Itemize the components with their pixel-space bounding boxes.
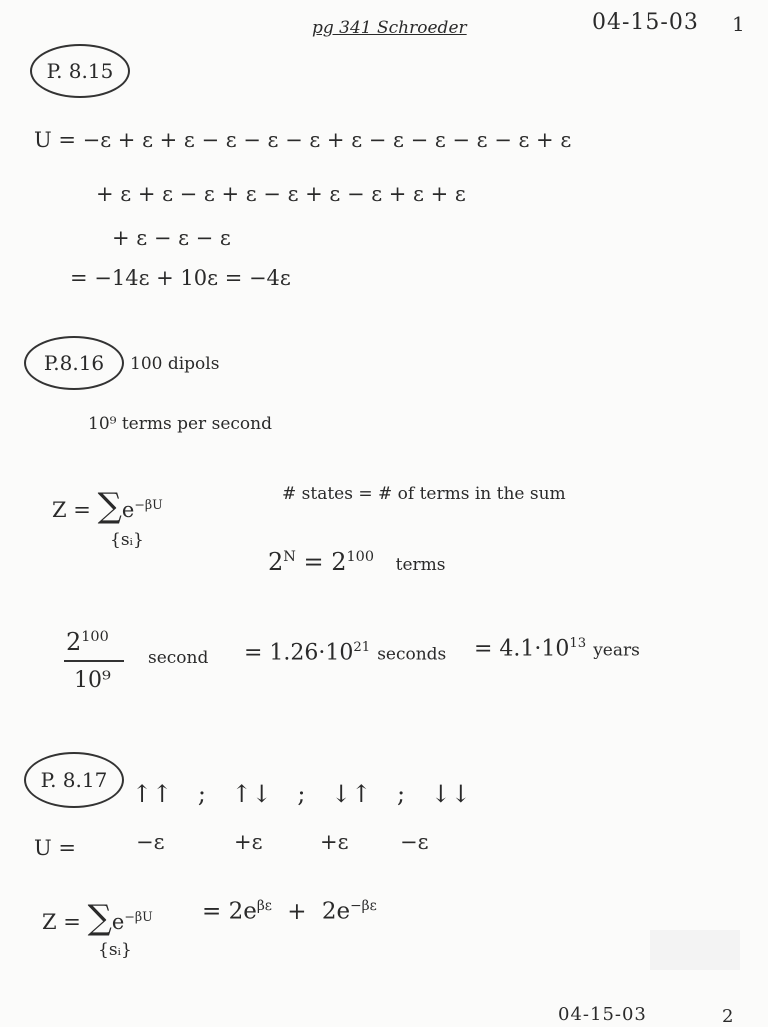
page-header-title: pg 341 Schroeder <box>312 18 467 38</box>
energy-value-up-down: +ε <box>234 830 263 854</box>
fraction-bar <box>64 660 124 662</box>
partition-function-8-16 <box>52 486 163 526</box>
state-count-exp: 100 <box>346 549 374 565</box>
years-unit: years <box>593 640 640 661</box>
term-two-exp: −βε <box>350 898 377 914</box>
exp-power: −βU <box>124 909 153 924</box>
partition-result <box>202 898 377 925</box>
partition-z-lhs: Z = <box>52 498 91 522</box>
computation-rate: 10⁹ terms per second <box>88 414 272 434</box>
exp-base: e <box>121 498 135 522</box>
energy-sum-line-2: + ε + ε − ε + ε − ε + ε − ε + ε + ε <box>96 182 466 206</box>
states-note: # states = # of terms in the sum <box>282 484 566 504</box>
time-fraction-numerator <box>66 628 109 656</box>
state-count-equation <box>268 548 446 576</box>
seconds-unit: seconds <box>377 644 447 665</box>
problem-label-8-16 <box>24 336 124 390</box>
fraction-base: 2 <box>66 628 82 656</box>
time-fraction-denominator: 10⁹ <box>74 668 111 693</box>
sum-index: {sᵢ} <box>110 530 144 550</box>
page-header-date: 04-15-03 <box>592 10 699 35</box>
energy-value-up-up: −ε <box>136 830 165 854</box>
time-result-years <box>474 636 640 661</box>
scan-smudge <box>650 930 740 970</box>
problem-label-text: P. 8.17 <box>40 768 108 792</box>
energy-sum-line-1: U = −ε + ε + ε − ε − ε − ε + ε − ε − ε − ε − ε + ε <box>34 128 572 152</box>
seconds-exp: 21 <box>353 640 371 655</box>
exp-power: −βU <box>134 497 163 512</box>
energy-value-down-up: +ε <box>320 830 349 854</box>
partition-z-lhs: Z = <box>42 910 81 934</box>
page-header-number: 1 <box>732 12 745 36</box>
problem-label-text: P.8.16 <box>43 351 105 375</box>
time-result-seconds <box>244 640 446 665</box>
term-two: 2e <box>321 898 351 925</box>
energy-result-line: = −14ε + 10ε = −4ε <box>70 266 291 290</box>
term-one: = 2e <box>202 898 257 925</box>
problem-label-text: P. 8.15 <box>46 59 114 83</box>
state-count-base: 2 <box>268 548 284 576</box>
partition-function-8-17 <box>42 898 153 938</box>
state-count-rhs: = 2 <box>303 548 347 576</box>
footer-date: 04-15-03 <box>558 1004 647 1025</box>
energy-sum-line-3: + ε − ε − ε <box>112 226 231 250</box>
state-count-unit: terms <box>395 555 446 575</box>
dipole-count: 100 dipols <box>130 354 220 374</box>
term-one-exp: βε <box>256 898 272 914</box>
spin-states: ↑↑ ; ↑↓ ; ↓↑ ; ↓↓ <box>132 780 471 808</box>
sum-symbol: ∑ <box>87 898 112 938</box>
sum-index: {sᵢ} <box>98 940 132 960</box>
fraction-exp: 100 <box>81 629 109 645</box>
years-exp: 13 <box>569 636 587 651</box>
problem-label-8-17 <box>24 752 124 808</box>
fraction-unit: second <box>148 648 209 668</box>
plus-sign: + <box>287 898 307 925</box>
sum-symbol: ∑ <box>97 486 122 526</box>
energy-values-label: U = <box>34 836 76 860</box>
energy-value-down-down: −ε <box>400 830 429 854</box>
state-count-n: N <box>283 549 296 565</box>
years-value: = 4.1·10 <box>474 636 570 662</box>
seconds-value: = 1.26·10 <box>244 640 354 666</box>
problem-label-8-15 <box>30 44 130 98</box>
footer-page-number: 2 <box>722 1006 734 1027</box>
exp-base: e <box>111 910 125 934</box>
